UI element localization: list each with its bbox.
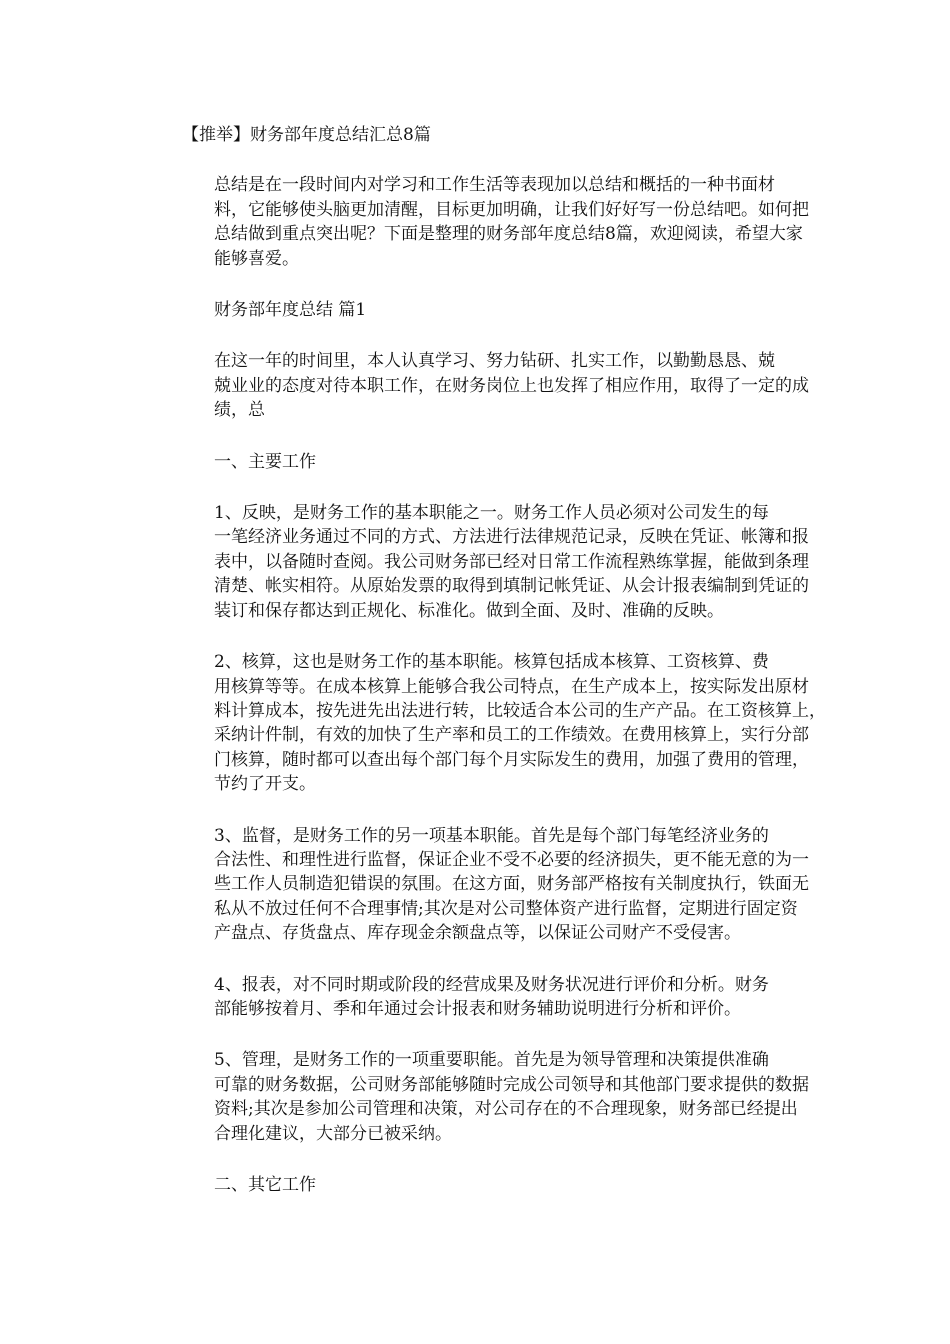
text-line: 在这一年的时间里，本人认真学习、努力钻研、扎实工作，以勤勤恳恳、兢 [214,351,775,372]
paragraph-item-4 [180,973,775,1022]
document-body [180,123,826,1224]
text-line: 部能够按着月、季和年通过会计报表和财务辅助说明进行分析和评价。 [214,998,741,1019]
document-title: 【推举】财务部年度总结汇总8篇 [182,125,431,145]
text-line: 清楚、帐实相符。从原始发票的取得到填制记帐凭证、从会计报表编制到凭证的 [214,576,809,597]
text-line: 表中，以备随时查阅。我公司财务部已经对日常工作流程熟练掌握，能做到条理 [214,551,809,572]
text-line: 5、管理，是财务工作的一项重要职能。首先是为领导管理和决策提供准确 [214,1050,769,1071]
text-line: 节约了开支。 [214,774,316,795]
text-line: 一笔经济业务通过不同的方式、方法进行法律规范记录，反映在凭证、帐簿和报 [214,527,809,548]
text-line: 总结是在一段时间内对学习和工作生活等表现加以总结和概括的一种书面材 [214,175,775,196]
text-line: 4、报表，对不同时期或阶段的经营成果及财务状况进行评价和分析。财务 [214,974,769,995]
intro-paragraph [180,173,809,271]
paragraph-item-5 [180,1048,809,1146]
text-line: 绩，总 [214,400,265,421]
text-line: 资料;其次是参加公司管理和决策，对公司存在的不合理现象，财务部已经提出 [214,1099,798,1120]
text-line: 用核算等等。在成本核算上能够合我公司特点，在生产成本上，按实际发出原材 [214,676,809,697]
text-line: 装订和保存都达到正规化、标准化。做到全面、及时、准确的反映。 [214,600,724,621]
heading-main-work: 一、主要工作 [214,451,316,472]
text-line: 2、核算，这也是财务工作的基本职能。核算包括成本核算、工资核算、费 [214,652,769,673]
text-line: 产盘点、存货盘点、库存现金余额盘点等，以保证公司财产不受侵害。 [214,923,741,944]
section-title: 财务部年度总结 篇1 [214,300,367,321]
paragraph-item-3 [180,824,809,946]
text-line: 能够喜爱。 [214,248,299,269]
text-line: 料计算成本，按先进先出法进行转，比较适合本公司的生产产品。在工资核算上， [214,700,826,721]
text-line: 合法性、和理性进行监督，保证企业不受不必要的经济损失，更不能无意的为一 [214,849,809,870]
paragraph-item-1 [180,501,809,623]
heading-other-work: 二、其它工作 [214,1175,316,1195]
text-line: 兢业业的态度对待本职工作，在财务岗位上也发挥了相应作用，取得了一定的成 [214,375,809,396]
text-line: 些工作人员制造犯错误的氛围。在这方面，财务部严格按有关制度执行，铁面无 [214,874,809,895]
text-line: 采纳计件制，有效的加快了生产率和员工的工作绩效。在费用核算上，实行分部 [214,725,809,746]
text-line: 料，它能够使头脑更加清醒，目标更加明确，让我们好好写一份总结吧。如何把 [214,199,809,220]
opening-paragraph [180,349,809,422]
text-line: 门核算，随时都可以查出每个部门每个月实际发生的费用，加强了费用的管理， [214,749,809,770]
text-line: 总结做到重点突出呢？下面是整理的财务部年度总结8篇，欢迎阅读，希望大家 [214,224,803,245]
text-line: 1、反映，是财务工作的基本职能之一。财务工作人员必须对公司发生的每 [214,503,769,524]
text-line: 合理化建议，大部分已被采纳。 [214,1123,452,1144]
paragraph-item-2 [180,650,826,796]
text-line: 私从不放过任何不合理事情;其次是对公司整体资产进行监督，定期进行固定资 [214,898,798,919]
text-line: 可靠的财务数据，公司财务部能够随时完成公司领导和其他部门要求提供的数据 [214,1074,809,1095]
text-line: 3、监督，是财务工作的另一项基本职能。首先是每个部门每笔经济业务的 [214,825,769,846]
